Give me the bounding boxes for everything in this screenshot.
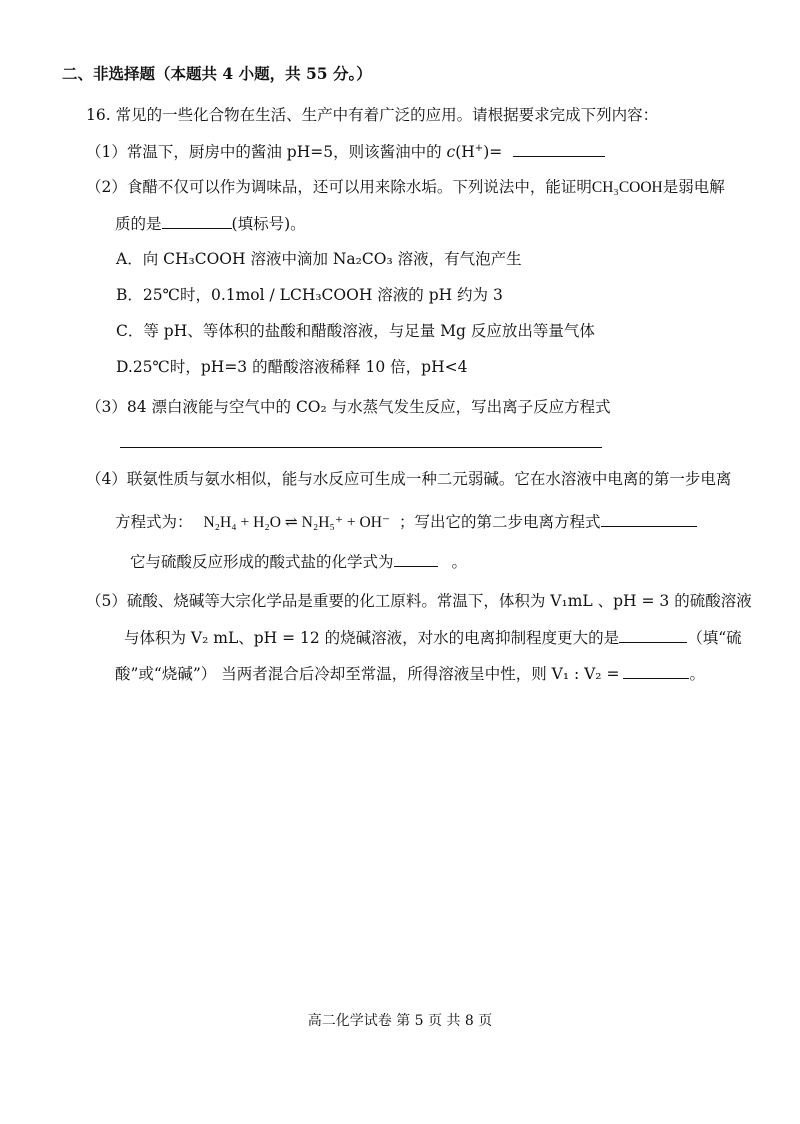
option-d [116,356,467,378]
part-2-line-2-b: (填标号)。 [231,215,306,233]
part-1-formula-tail: )= [483,143,503,161]
part-2-text-b: 是弱电解 [662,178,725,196]
part-4-line-1 [86,468,731,490]
option-c [116,320,595,342]
option-b-label: B． [116,286,143,304]
part-5-line-2 [124,626,742,649]
part-2-line-2 [115,212,306,235]
part-5-line-2-b: （填“硫 [687,629,742,647]
page-footer: 高二化学试卷 第 5 页 共 8 页 [307,1013,493,1029]
part-4-salt-blank[interactable] [394,550,438,567]
option-b [116,284,503,306]
part-5-ratio-blank[interactable] [623,662,689,679]
part-5-line-1-text: 硫酸、烧碱等大宗化学品是重要的化工原料。常温下，体积为 V₁mL 、pH = 3 的硫酸溶液 [126,592,752,610]
part-5-acid-base-blank[interactable] [619,626,687,643]
part-3-answer-line[interactable] [120,446,602,448]
part-1-c-symbol: c [446,143,456,161]
part-2-answer-blank[interactable] [162,212,232,229]
part-4-line-3 [130,550,467,573]
part-2-line-2-a: 质的是 [115,215,162,233]
part-3-text: 84 漂白液能与空气中的 CO₂ 与水蒸气发生反应，写出离子反应方程式 [126,398,611,416]
part-3 [86,396,611,418]
option-a [116,248,522,270]
option-a-label: A． [116,250,143,268]
part-5-line-3 [115,662,705,685]
part-4-equation-blank[interactable] [601,510,697,527]
part-1 [86,140,605,163]
part-2-line-1 [86,176,725,199]
part-4-line-3-a: 它与硫酸反应形成的酸式盐的化学式为 [130,553,394,571]
part-4-line-3-b: 。 [451,553,468,571]
section-title: 二、非选择题（本题共 4 小题，共 55 分。） [62,64,372,83]
part-4-line-2-b: ；写出它的第二步电离方程式 [399,513,601,531]
part-1-text: 常温下，厨房中的酱油 pH=5，则该酱油中的 [126,143,442,161]
part-4-line-2-a: 方程式为： [115,513,193,531]
part-1-sup: + [474,143,484,154]
option-d-text: 25℃时，pH=3 的醋酸溶液稀释 10 倍，pH<4 [132,358,468,376]
option-c-text: 等 pH、等体积的盐酸和醋酸溶液，与足量 Mg 反应放出等量气体 [143,322,595,340]
part-4-line-2 [115,510,697,534]
part-4-equation: N₂H₄ + H₂O ⇌ N₂H₅⁺ + OH⁻ [203,514,391,531]
part-5-line-1 [86,590,752,612]
part-1-label: （1） [86,143,127,161]
part-2-label: （2） [86,178,127,196]
part-1-formula-inner: (H [455,143,475,161]
part-5-label: （5） [86,592,127,610]
part-2-formula: CH₃COOH [591,179,663,196]
part-4-label: （4） [86,470,127,488]
part-3-label: （3） [86,398,127,416]
question-stem: 16. 常见的一些化合物在生活、生产中有着广泛的应用。请根据要求完成下列内容： [86,106,659,124]
option-d-label: D. [116,358,133,376]
part-5-line-3-b: 。 [689,665,705,683]
part-1-answer-blank[interactable] [513,140,605,157]
option-c-label: C． [116,322,144,340]
part-5-line-3-a: 酸”或“烧碱”） 当两者混合后冷却至常温，所得溶液呈中性，则 V₁ : V₂ = [115,665,620,683]
option-a-text: 向 CH₃COOH 溶液中滴加 Na₂CO₃ 溶液，有气泡产生 [142,250,522,268]
option-b-text: 25℃时，0.1mol / LCH₃COOH 溶液的 pH 约为 3 [142,286,503,304]
part-2-text-a: 食醋不仅可以作为调味品，还可以用来除水垢。下列说法中，能证明 [126,178,592,196]
part-4-line-1-text: 联氨性质与氨水相似，能与水反应可生成一种二元弱碱。它在水溶液中电离的第一步电离 [126,470,732,488]
part-5-line-2-a: 与体积为 V₂ mL、pH = 12 的烧碱溶液，对水的电离抑制程度更大的是 [124,629,620,647]
